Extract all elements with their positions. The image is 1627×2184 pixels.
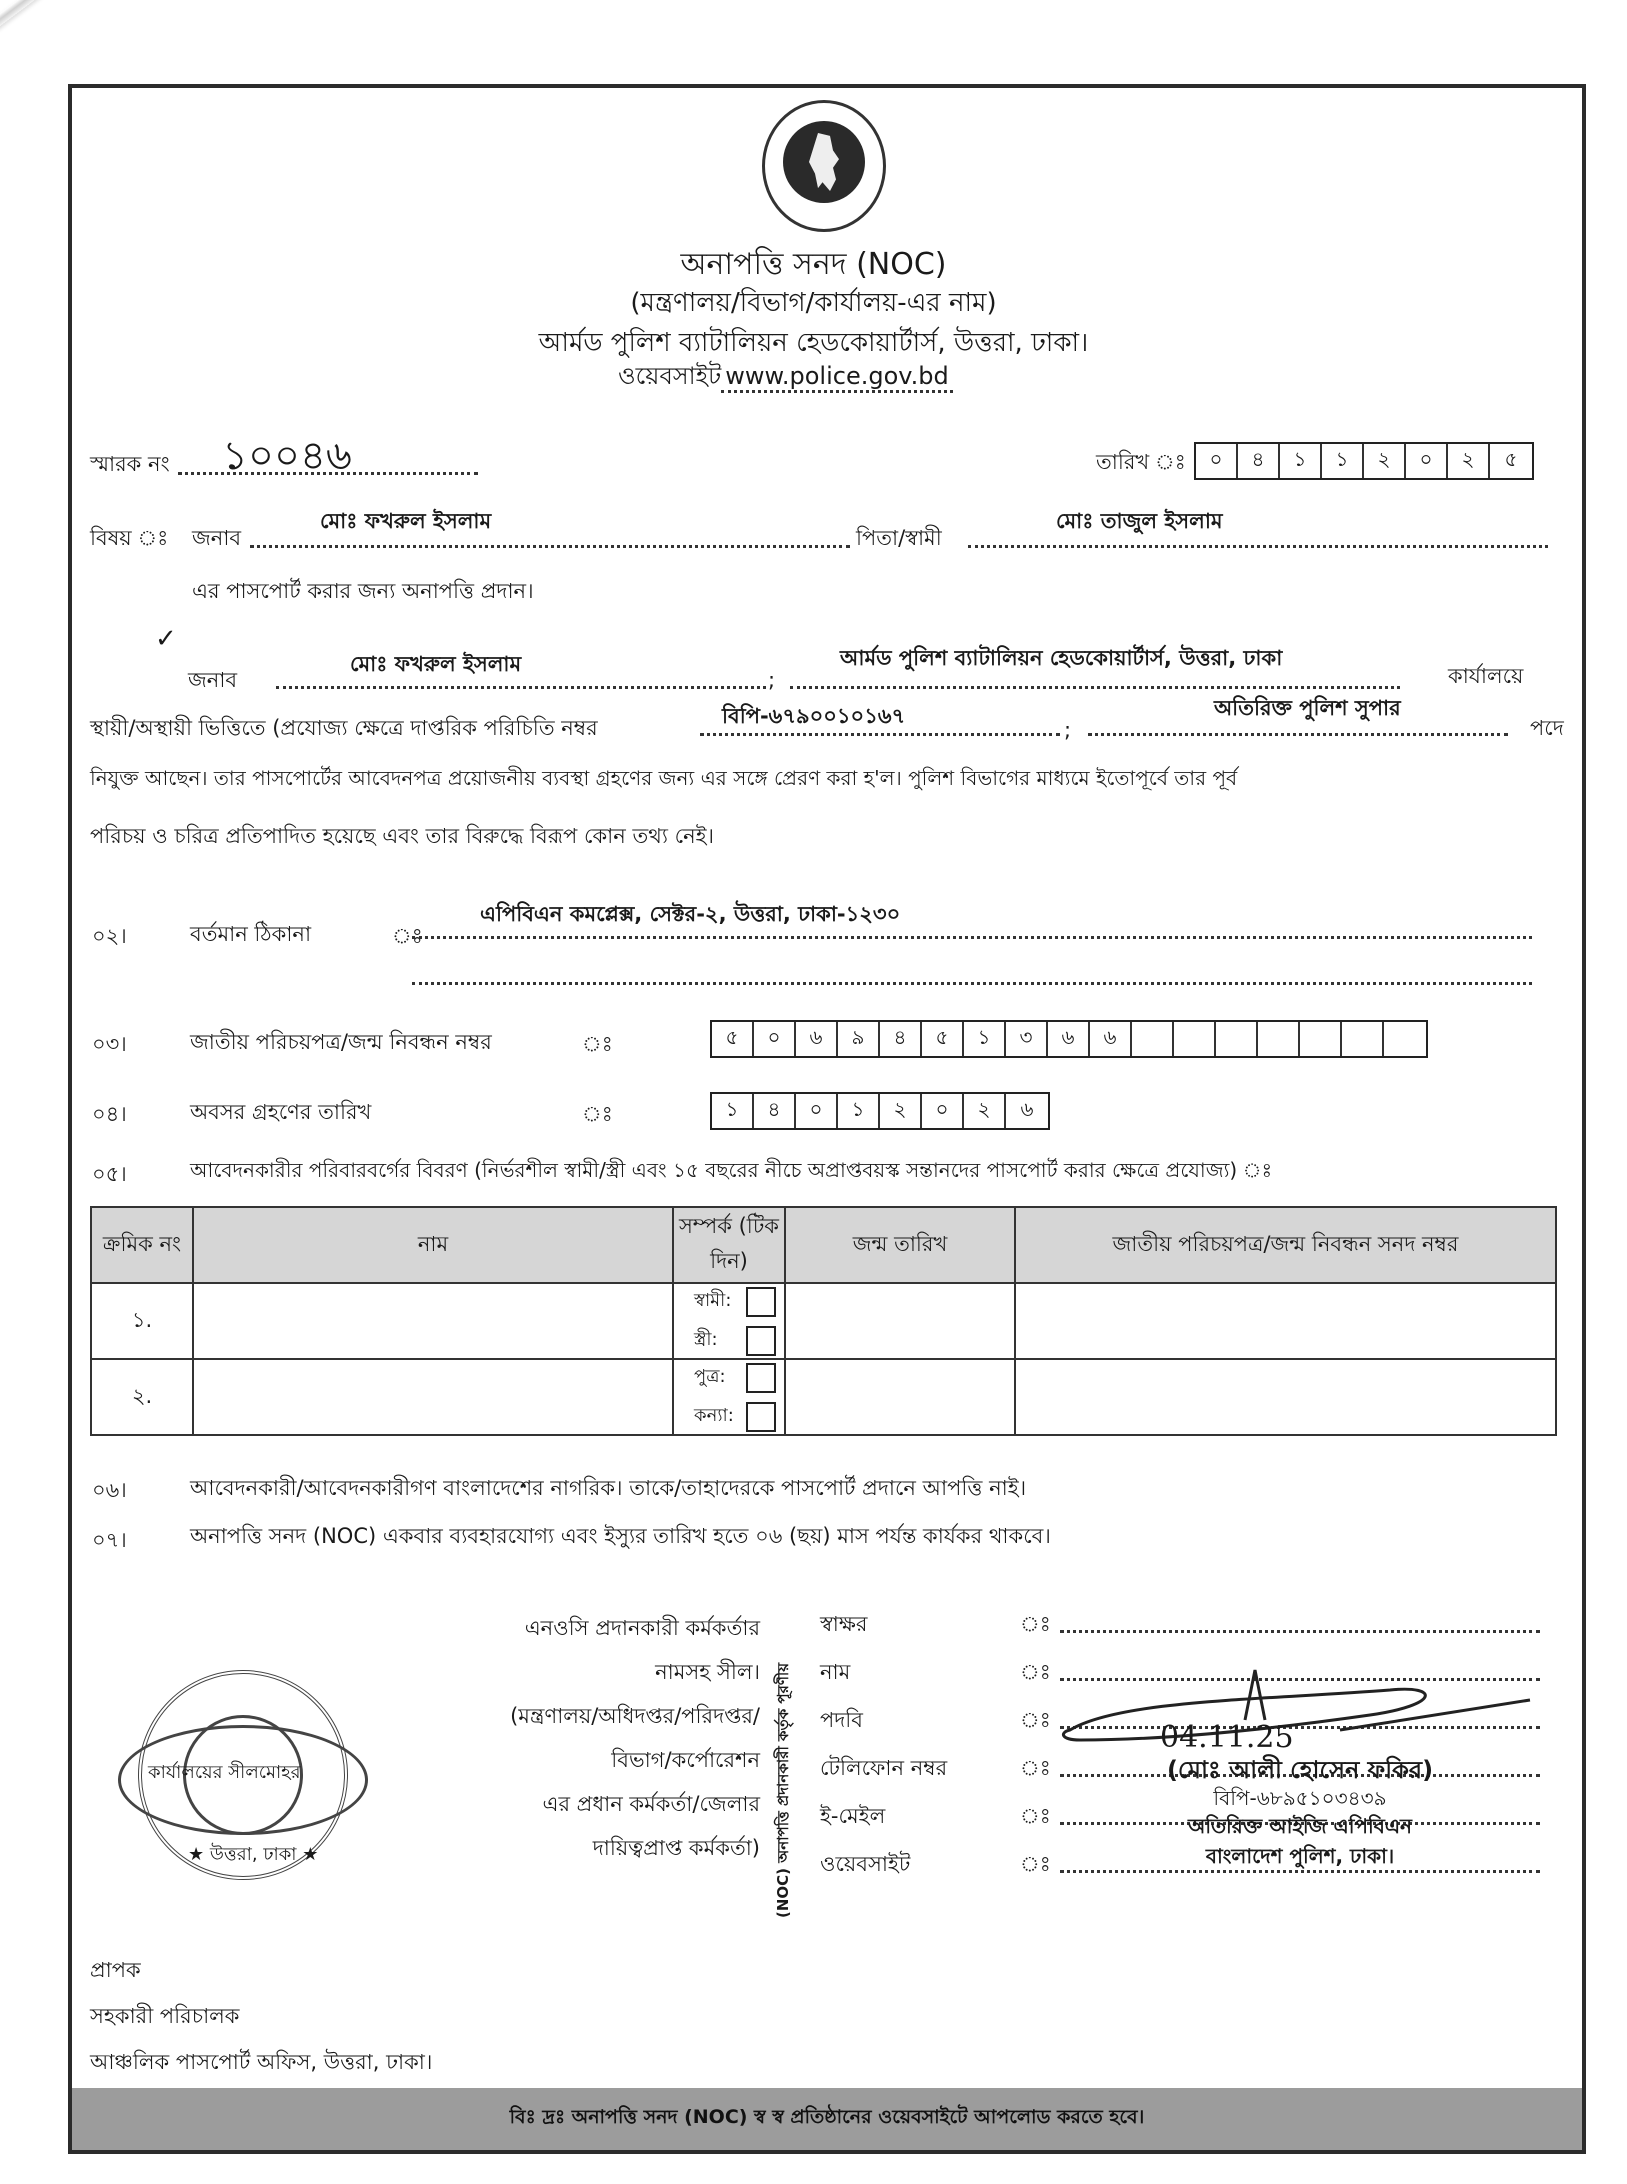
digit-box[interactable]: ৬ [1020, 1096, 1034, 1121]
recipient-label: প্রাপক [90, 1958, 141, 1982]
digit-box[interactable]: ৬ [796, 1022, 838, 1056]
body-name-line [276, 686, 766, 689]
issuer-left-block [400, 1606, 760, 1870]
issuer-field-label: নাম [820, 1660, 851, 1684]
designation: অতিরিক্ত পুলিশ সুপার [1214, 696, 1401, 720]
government-emblem-icon [762, 100, 886, 232]
item-04-label: অবসর গ্রহণের তারিখ [190, 1100, 372, 1124]
issuer-field-label: ওয়েবসাইট [820, 1852, 911, 1876]
row-dob-cell[interactable] [785, 1359, 1015, 1435]
row-serial: ১. [91, 1283, 193, 1359]
issuer-field-label: টেলিফোন নম্বর [820, 1756, 948, 1780]
item-04-colon: ঃ [582, 1102, 613, 1126]
subject-label: বিষয় ঃ [90, 526, 169, 550]
address-line-1 [412, 936, 1532, 939]
digit-box[interactable]: ৩ [1006, 1022, 1048, 1056]
issuer-field-colon: ঃ [1020, 1612, 1051, 1636]
husband-checkbox[interactable] [746, 1287, 776, 1317]
item-02-label: বর্তমান ঠিকানা [190, 922, 312, 946]
row-name-cell[interactable] [193, 1359, 673, 1435]
family-table-header [91, 1207, 1556, 1283]
issuer-field-label: ই-মেইল [820, 1804, 886, 1828]
row-name-cell[interactable] [193, 1283, 673, 1359]
daughter-checkbox[interactable] [746, 1402, 776, 1432]
page-fold-crease [0, 0, 358, 69]
row-nid-cell[interactable] [1015, 1283, 1556, 1359]
signature-date: 04.11.25 [1160, 1720, 1294, 1755]
memo-label: স্মারক নং [90, 452, 170, 476]
issuer-line: দায়িত্বপ্রাপ্ত কর্মকর্তা) [592, 1836, 760, 1860]
header-serial: ক্রমিক নং [91, 1207, 193, 1283]
issuer-line: নামসহ সীল। [655, 1660, 760, 1684]
issuer-field-label: স্বাক্ষর [820, 1612, 868, 1636]
row-relation-cell [673, 1359, 785, 1435]
date-boxes [1194, 442, 1534, 480]
digit-box[interactable]: ১ [838, 1094, 880, 1128]
digit-box[interactable] [1132, 1022, 1174, 1056]
digit-box[interactable]: ২ [1364, 444, 1406, 478]
item-04-number: ০৪। [92, 1102, 127, 1126]
issuer-line: এর প্রধান কর্মকর্তা/জেলার [542, 1792, 760, 1816]
official-id: বিপি-৬৭৯০০১০১৬৭ [722, 704, 906, 728]
body-line3: নিযুক্ত আছেন। তার পাসপোর্টের আবেদনপত্র প্রয়োজনীয় ব্যবস্থা গ্রহণের জন্য এর সঙ্গে প্রেরণ করা হ'ল। পুলিশ বিভাগের মাধ্যমে ইতোপূর্বে তার পূর্ব [90, 766, 1238, 790]
son-checkbox[interactable] [746, 1363, 776, 1393]
table-row [91, 1359, 1556, 1435]
item-02-number: ০২। [92, 924, 127, 948]
header-relation: সম্পর্ক (টিক দিন) [673, 1207, 785, 1283]
issuer-field-colon: ঃ [1020, 1804, 1051, 1828]
applicant-name: মোঃ ফখরুল ইসলাম [320, 509, 492, 533]
digit-box[interactable]: ০ [796, 1094, 838, 1128]
signer-org: বাংলাদেশ পুলিশ, ঢাকা। [1205, 1844, 1395, 1868]
body-applicant-name: মোঃ ফখরুল ইসলাম [350, 652, 522, 676]
website-value: www.police.gov.bd [721, 362, 953, 393]
digit-box[interactable] [1342, 1022, 1384, 1056]
issuer-field-label: পদবি [820, 1708, 863, 1732]
relation-label: স্বামী: [694, 1290, 732, 1311]
item-03-number: ০৩। [92, 1032, 127, 1056]
date-label: তারিখ ঃ [1096, 450, 1186, 474]
website-label: ওয়েবসাইট [618, 362, 722, 390]
recipient-line2: আঞ্চলিক পাসপোর্ট অফিস, উত্তরা, ঢাকা। [90, 2050, 433, 2074]
item-06-number: ০৬। [92, 1478, 127, 1502]
digit-box[interactable]: ০ [1196, 444, 1238, 478]
body-office-line [790, 686, 1400, 689]
issuer-field-input[interactable] [1060, 1630, 1540, 1633]
digit-box[interactable]: ৫ [1504, 446, 1518, 471]
recipient-line1: সহকারী পরিচালক [90, 2004, 240, 2028]
digit-box[interactable]: ৪ [880, 1022, 922, 1056]
subject-name-line [250, 545, 850, 548]
digit-box[interactable]: ২ [1448, 444, 1490, 478]
relation-label: স্ত্রী: [694, 1329, 718, 1350]
office-name: আর্মড পুলিশ ব্যাটালিয়ন হেডকোয়ার্টার্স, উত্তরা, ঢাকা। [538, 328, 1089, 358]
signer-designation: অতিরিক্ত আইজি এপিবিএন [1188, 1814, 1412, 1838]
body-line2: স্থায়ী/অস্থায়ী ভিত্তিতে (প্রযোজ্য ক্ষেত্রে দাপ্তরিক পরিচিতি নম্বর [90, 716, 598, 740]
issuer-line: বিভাগ/কর্পোরেশন [611, 1748, 760, 1772]
issuer-field-colon: ঃ [1020, 1852, 1051, 1876]
bangladesh-map-icon [809, 133, 839, 191]
seal-text: কার্যালয়ের সীলমোহর [148, 1762, 301, 1783]
digit-box[interactable]: ১ [964, 1022, 1006, 1056]
document-subtitle: (মন্ত্রণালয়/বিভাগ/কার্যালয়-এর নাম) [630, 288, 997, 318]
memo-number: ১০০৪৬ [222, 433, 352, 479]
seal-bottom-text: ★ উত্তরা, ঢাকা ★ [188, 1844, 319, 1865]
item-07-text: অনাপত্তি সনদ (NOC) একবার ব্যবহারযোগ্য এবং ইস্যুর তারিখ হতে ০৬ (ছয়) মাস পর্যন্ত কার্যকর থাকবে। [190, 1524, 1051, 1548]
row-relation-cell [673, 1283, 785, 1359]
vertical-noc-label: (NOC) অনাপত্তি প্রদানকারী কর্তৃক পূরণীয় [774, 1662, 792, 1918]
issuer-field-colon: ঃ [1020, 1756, 1051, 1780]
retirement-date-boxes [710, 1092, 1050, 1130]
footer-note: বিঃ দ্রঃ অনাপত্তি সনদ (NOC) স্ব স্ব প্রতিষ্ঠানের ওয়েবসাইটে আপলোড করতে হবে। [509, 2106, 1145, 2128]
header-nid: জাতীয় পরিচয়পত্র/জন্ম নিবন্ধন সনদ নম্বর [1015, 1207, 1556, 1283]
digit-box[interactable] [1258, 1022, 1300, 1056]
subject-line2: এর পাসপোর্ট করার জন্য অনাপত্তি প্রদান। [192, 579, 534, 603]
row-nid-cell[interactable] [1015, 1359, 1556, 1435]
father-name: মোঃ তাজুল ইসলাম [1056, 509, 1223, 533]
digit-box[interactable] [1216, 1022, 1258, 1056]
issuer-field-colon: ঃ [1020, 1708, 1051, 1732]
digit-box[interactable]: ৫ [922, 1022, 964, 1056]
row-dob-cell[interactable] [785, 1283, 1015, 1359]
relation-label: পুত্র: [694, 1366, 726, 1387]
signer-id: বিপি-৬৮৯৫১০৩৪৩৯ [1213, 1786, 1387, 1810]
digit-box[interactable]: ৫ [712, 1022, 754, 1056]
header-dob: জন্ম তারিখ [785, 1207, 1015, 1283]
nid-boxes [710, 1020, 1428, 1058]
family-table [90, 1206, 1557, 1436]
designation-suffix: পদে [1530, 716, 1564, 740]
body-office: আর্মড পুলিশ ব্যাটালিয়ন হেডকোয়ার্টার্স, উত্তরা, ঢাকা [840, 646, 1283, 670]
digit-box[interactable]: ৯ [838, 1022, 880, 1056]
digit-box[interactable]: ৬ [1048, 1022, 1090, 1056]
header-name: নাম [193, 1207, 673, 1283]
subject-janab: জনাব [192, 526, 242, 550]
item-03-colon: ঃ [582, 1032, 613, 1056]
semicolon: ; [1064, 718, 1072, 742]
digit-box[interactable]: ৪ [754, 1094, 796, 1128]
father-label: পিতা/স্বামী [856, 526, 942, 550]
relation-label: কন্যা: [694, 1405, 734, 1426]
item-05-number: ০৫। [92, 1162, 127, 1186]
digit-box[interactable]: ২ [880, 1094, 922, 1128]
digit-box[interactable] [1300, 1022, 1342, 1056]
office-suffix: কার্যালয়ে [1448, 664, 1524, 688]
digit-box[interactable] [1384, 1022, 1426, 1056]
body-line4: পরিচয় ও চরিত্র প্রতিপাদিত হয়েছে এবং তার বিরুদ্ধে বিরূপ কোন তথ্য নেই। [90, 824, 715, 848]
digit-box[interactable]: ০ [1406, 444, 1448, 478]
digit-box[interactable]: ৪ [1238, 444, 1280, 478]
item-07-number: ০৭। [92, 1528, 127, 1552]
row-serial: ২. [91, 1359, 193, 1435]
item-06-text: আবেদনকারী/আবেদনকারীগণ বাংলাদেশের নাগরিক। তাকে/তাহাদেরকে পাসপোর্ট প্রদানে আপত্তি নাই। [190, 1476, 1027, 1500]
digit-box[interactable] [1174, 1022, 1216, 1056]
office-seal-stamp [118, 1670, 368, 1890]
footer-note-bar [72, 2088, 1582, 2150]
present-address: এপিবিএন কমপ্লেক্স, সেক্টর-২, উত্তরা, ঢাকা-১২৩০ [480, 902, 901, 926]
body-janab: জনাব [188, 668, 238, 692]
digit-box[interactable]: ৬ [1090, 1022, 1132, 1056]
digit-box[interactable]: ১ [1322, 444, 1364, 478]
issuer-line: (মন্ত্রণালয়/অধিদপ্তর/পরিদপ্তর/ [510, 1704, 760, 1728]
document-title: অনাপত্তি সনদ (NOC) [680, 247, 947, 282]
designation-line [1088, 733, 1508, 736]
digit-box[interactable]: ১ [1280, 444, 1322, 478]
digit-box[interactable]: ০ [922, 1094, 964, 1128]
check-mark-icon: ✓ [155, 624, 177, 654]
digit-box[interactable]: ১ [712, 1094, 754, 1128]
table-row [91, 1283, 1556, 1359]
digit-box[interactable]: ২ [964, 1094, 1006, 1128]
address-line-2 [412, 982, 1532, 985]
website-line [618, 358, 953, 398]
semicolon: ; [768, 668, 776, 692]
item-02-colon: ঃ [392, 924, 423, 948]
digit-box[interactable]: ০ [754, 1022, 796, 1056]
wife-checkbox[interactable] [746, 1326, 776, 1356]
issuer-field-row [820, 1600, 1550, 1640]
father-name-line [968, 545, 1548, 548]
issuer-line: এনওসি প্রদানকারী কর্মকর্তার [524, 1616, 760, 1640]
item-03-label: জাতীয় পরিচয়পত্র/জন্ম নিবন্ধন নম্বর [190, 1030, 492, 1054]
issuer-field-colon: ঃ [1020, 1660, 1051, 1684]
item-05-label: আবেদনকারীর পরিবারবর্গের বিবরণ (নির্ভরশীল স্বামী/স্ত্রী এবং ১৫ বছরের নীচে অপ্রাপ্তবয়স্ক সন্তানদের পাসপোর্ট করার ক্ষেত্রে প্রযোজ্য) ঃ [190, 1158, 1273, 1182]
signer-name: (মোঃ আলী হোসেন ফকির) [1166, 1756, 1434, 1784]
